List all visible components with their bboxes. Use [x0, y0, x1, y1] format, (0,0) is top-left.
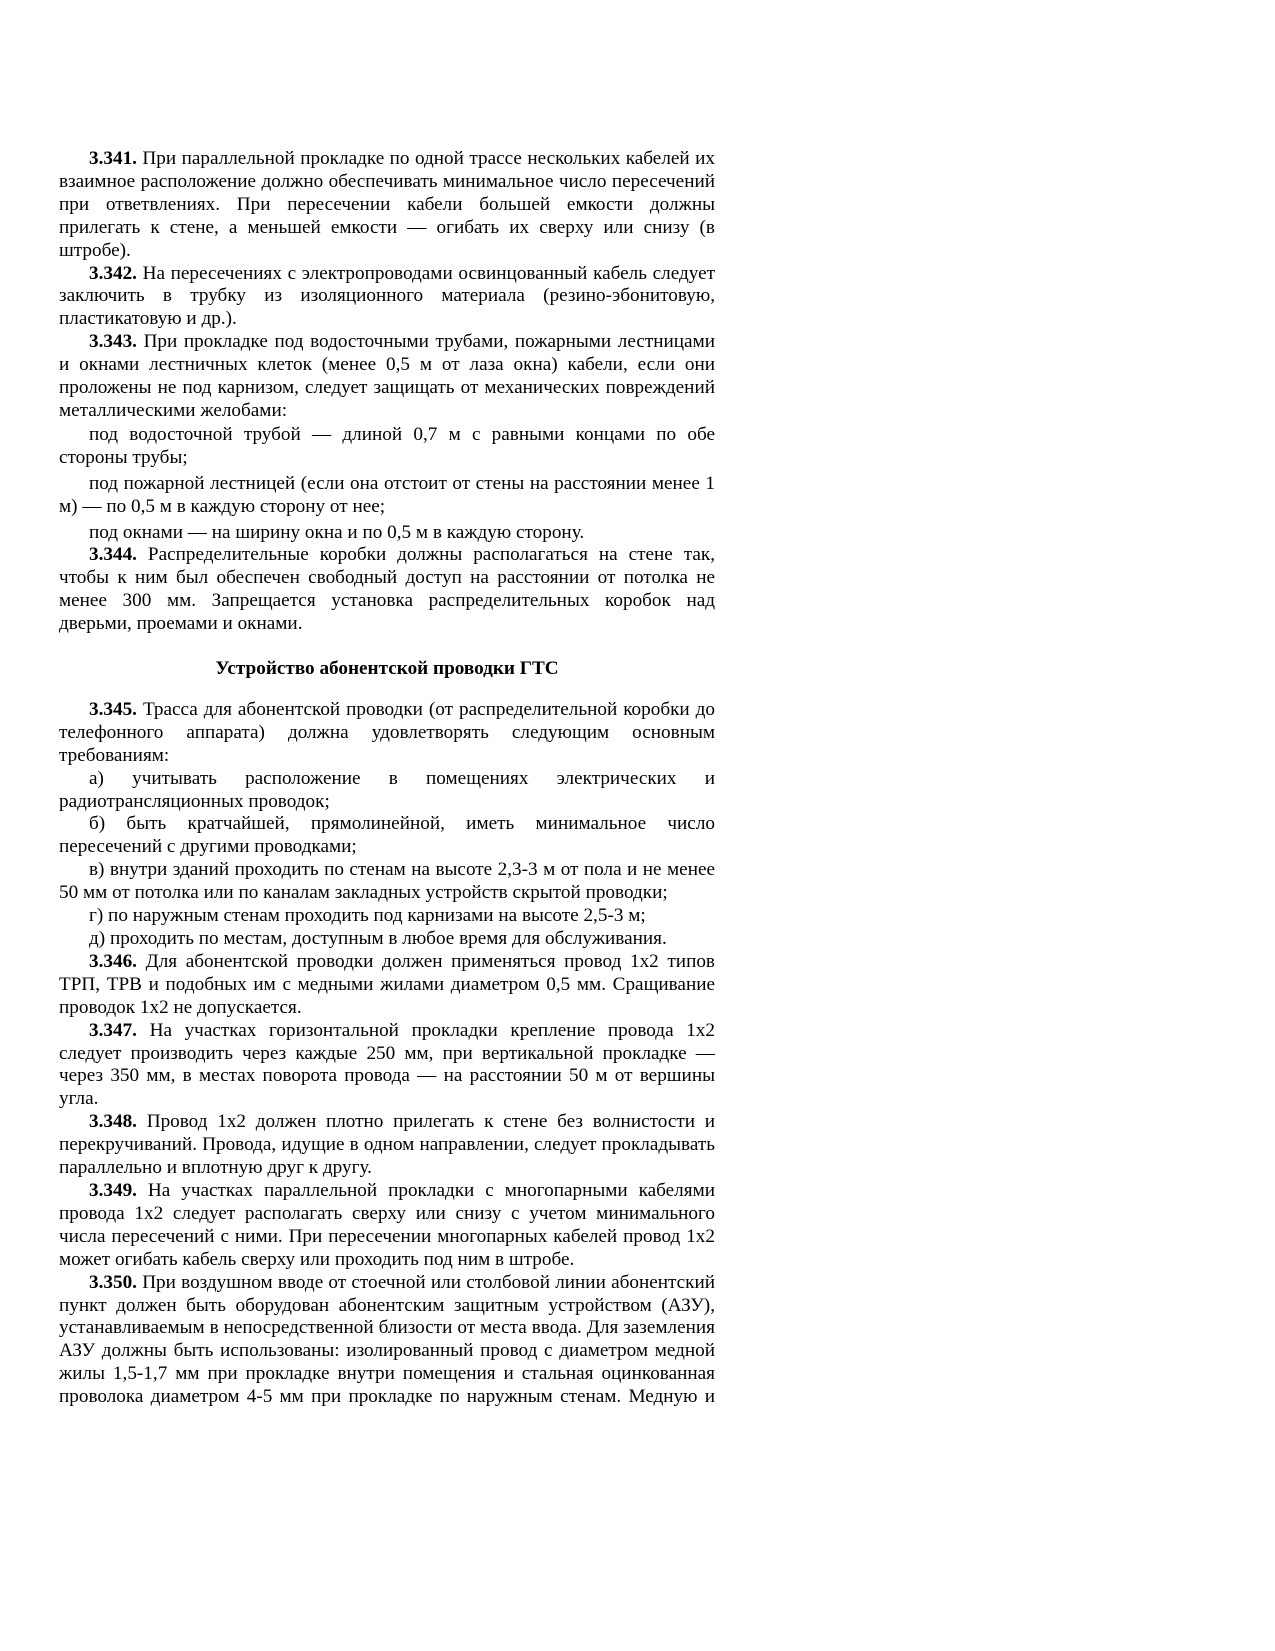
paragraph-3-342 [59, 263, 715, 332]
paragraph-3-350 [59, 1272, 715, 1409]
document-page [59, 148, 715, 1409]
list-item-windows [59, 522, 715, 545]
paragraph-text: Для абонентской проводки должен применяться провод 1х2 типов ТРП, ТРВ и подобных им с медными жилами диаметром 0,5 мм. Сращивание проводок 1х2 не допускается. [59, 950, 715, 1018]
list-item-d [59, 928, 715, 951]
paragraph-text: б) быть кратчайшей, прямолинейной, иметь минимальное число пересечений с другими проводками; [59, 813, 715, 858]
clause-number: 3.349. [89, 1179, 137, 1201]
clause-number: 3.350. [89, 1271, 137, 1293]
paragraph-3-345 [59, 699, 715, 768]
clause-number: 3.348. [89, 1111, 137, 1133]
paragraph-text: Провод 1х2 должен плотно прилегать к стене без волнистости и перекручиваний. Провода, идущие в одном направлении, следует прокладывать параллельно и вплотную друг к другу. [59, 1111, 715, 1179]
list-item-b [59, 813, 715, 859]
paragraph-3-344 [59, 544, 715, 636]
clause-number: 3.346. [89, 950, 137, 972]
list-item-drainpipe [59, 424, 715, 470]
clause-number: 3.343. [89, 331, 137, 353]
paragraph-text: д) проходить по местам, доступным в любое время для обслуживания. [89, 928, 667, 949]
clause-number: 3.347. [89, 1019, 137, 1041]
list-item-v [59, 859, 715, 905]
list-item-g [59, 905, 715, 928]
paragraph-text: а) учитывать расположение в помещениях электрических и радиотрансляционных проводок; [59, 767, 715, 812]
paragraph-text: под пожарной лестницей (если она отстоит от стены на расстоянии менее 1 м) — по 0,5 м в каждую сторону от нее; [59, 472, 715, 517]
paragraph-text: в) внутри зданий проходить по стенам на высоте 2,3-3 м от пола и не менее 50 мм от потолка или по каналам закладных устройств скрытой проводки; [59, 859, 715, 904]
paragraph-text: При прокладке под водосточными трубами, пожарными лестницами и окнами лестничных клеток (менее 0,5 м от лаза окна) кабели, если они проложены не под карнизом, следует защищать от механических повреждений металлическими желобами: [59, 331, 715, 421]
paragraph-3-347 [59, 1020, 715, 1112]
list-item-fire-ladder [59, 473, 715, 519]
paragraph-text: Распределительные коробки должны располагаться на стене так, чтобы к ним был обеспечен свободный доступ на расстоянии от потолка не менее 300 мм. Запрещается установка распределительных коробок над дверьми, проемами и окнами. [59, 544, 715, 635]
paragraph-text: На участках параллельной прокладки с многопарными кабелями провода 1х2 следует располагать сверху или снизу с учетом минимального числа пересечений с ними. При пересечении многопарных кабелей провод 1х2 может огибать кабель сверху или проходить под ним в штробе. [59, 1179, 715, 1270]
paragraph-text: Трасса для абонентской проводки (от распределительной коробки до телефонного аппарата) должна удовлетворять следующим основным требованиям: [59, 698, 715, 766]
paragraph-3-346 [59, 951, 715, 1020]
section-heading: Устройство абонентской проводки ГТС [215, 658, 559, 680]
clause-number: 3.342. [89, 262, 137, 284]
paragraph-text: На участках горизонтальной прокладки крепление провода 1х2 следует производить через каждые 250 мм, при вертикальной прокладке — через 350 мм, в местах поворота провода — на расстоянии 50 м от вершины угла. [59, 1019, 715, 1110]
paragraph-3-343 [59, 331, 715, 423]
paragraph-text: На пересечениях с электропроводами освинцованный кабель следует заключить в трубку из изоляционного материала (резино-эбонитовую, пластикатовую и др.). [59, 262, 715, 330]
list-item-a [59, 768, 715, 814]
clause-number: 3.341. [89, 148, 137, 169]
paragraph-3-341 [59, 148, 715, 263]
paragraph-text: г) по наружным стенам проходить под карнизами на высоте 2,5-3 м; [89, 905, 646, 927]
paragraph-text: При воздушном вводе от стоечной или столбовой линии абонентский пункт должен быть оборудован абонентским защитным устройством (АЗУ), устанавливаемым в непосредственной близости от места ввода. Для заземления АЗУ должны быть использованы: изолированный провод с диаметром медной жилы 1,5-1,7 мм при прокладке внутри помещения и стальная оцинкованная проволока диаметром 4-5 мм при прокладке по наружным стенам. Медную и [59, 1271, 715, 1408]
paragraph-3-349 [59, 1180, 715, 1272]
paragraph-text: При параллельной прокладке по одной трассе нескольких кабелей их взаимное расположение должно обеспечивать минимальное число пересечений при ответвлениях. При пересечении кабели большей емкости должны прилегать к стене, а меньшей емкости — огибать их сверху или снизу (в штробе). [59, 148, 715, 261]
paragraph-3-348 [59, 1111, 715, 1180]
paragraph-text: под окнами — на ширину окна и по 0,5 м в каждую сторону. [89, 521, 585, 543]
clause-number: 3.345. [89, 698, 137, 720]
clause-number: 3.344. [89, 544, 137, 566]
paragraph-text: под водосточной трубой — длиной 0,7 м с равными концами по обе стороны трубы; [59, 423, 715, 468]
